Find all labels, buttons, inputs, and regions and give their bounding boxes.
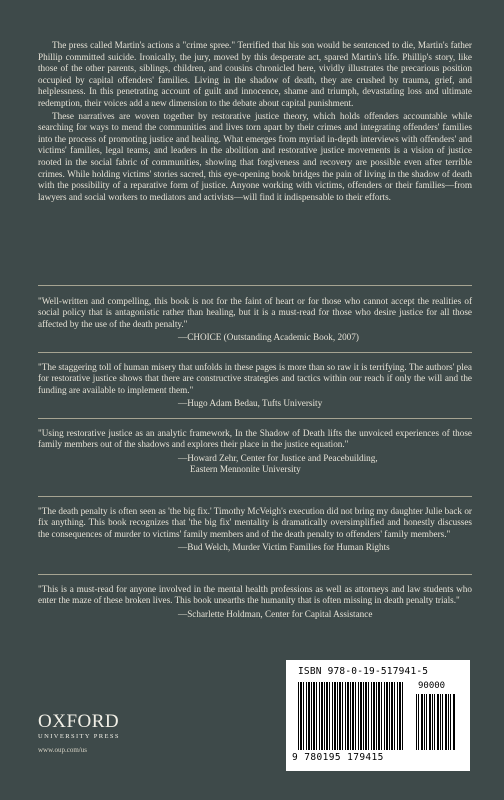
publisher-logo <box>38 712 138 754</box>
description-paragraph-1: The press called Martin's actions a "crime spree." Terrified that his son would be sentenced to die, Martin's father Phillip committed suicide. Ironically, the jury, moved by this desperate act, spared Martin's life. Phillip's story, like those of the other parents, siblings, children, and cousins chronicled here, vividly illustrates the precarious position occupied by capital offenders' families. Living in the shadow of death, they are crushed by trauma, grief, and helplessness. In this penetrating account of guilt and innocence, shame and triumph, devastating loss and ultimate redemption, their voices add a new dimension to the debate about capital punishment. <box>38 40 472 108</box>
publisher-press: UNIVERSITY PRESS <box>38 733 120 740</box>
quote-text: "Using restorative justice as an analytic framework, In the Shadow of Death lifts the unvoiced experiences of those family members out of the shadows and explores their place in the justice equation." <box>38 428 472 450</box>
review-quote-4 <box>38 506 472 554</box>
divider <box>38 418 472 419</box>
barcode-panel <box>286 660 470 771</box>
isbn-label: ISBN 978-0-19-517941-5 <box>298 666 429 677</box>
quote-attribution: —Howard Zehr, Center for Justice and Peacebuilding, <box>178 452 378 463</box>
quote-attribution: —Bud Welch, Murder Victim Families for Human Rights <box>178 542 390 553</box>
divider <box>38 574 472 575</box>
divider <box>38 352 472 353</box>
publisher-url: www.oup.com/us <box>38 746 87 754</box>
quote-text: "Well-written and compelling, this book is not for the faint of heart or for those who cannot accept the realities of social policy that is antagonistic rather than healing, but it is a must-read for those who desire justice for all those affected by the use of the death penalty." <box>38 296 472 329</box>
description-text <box>38 40 472 204</box>
review-quote-2 <box>38 362 472 410</box>
ean-number: 9 780195 179415 <box>292 752 384 763</box>
description-paragraph-2: These narratives are woven together by restorative justice theory, which holds offenders accountable while searching for ways to mend the communities and lives torn apart by their crimes and integrating offenders' families into the process of promoting justice and healing. What emerges from myriad in-depth interviews with offenders' and victims' families, legal teams, and leaders in the abolition and restorative justice movements is a vision of justice rooted in the social fabric of communities, showing that forgiveness and recovery are possible even after terrible crimes. While holding victims' stories sacred, this eye-opening book bridges the pain of living in the shadow of death with the possibility of a reparative form of justice. Anyone working with victims, offenders or their families—from lawyers and social workers to mediators and activists—will find it indispensable to their efforts. <box>38 110 472 202</box>
publisher-name: OXFORD <box>38 711 120 732</box>
quote-text: "The death penalty is often seen as 'the big fix.' Timothy McVeigh's execution did not bring my daughter Julie back or fix anything. This book recognizes that 'the big fix' mentality is dramatically oversimplified and honestly discusses the consequences of murder to victims' family members and of the death penalty to offenders' family members." <box>38 506 472 539</box>
divider <box>38 285 472 286</box>
quote-attribution-affiliation: Eastern Mennonite University <box>190 464 301 475</box>
ean-barcode <box>298 682 404 750</box>
quote-text: "The staggering toll of human misery that unfolds in these pages is more than so raw it is terrifying. The authors' plea for restorative justice shows that there are constructive strategies and tactics within our reach if only the will and the funding are available to implement them." <box>38 362 472 395</box>
review-quote-3 <box>38 428 472 476</box>
quote-attribution: —CHOICE (Outstanding Academic Book, 2007) <box>178 332 359 343</box>
addon-barcode <box>416 694 456 750</box>
review-quote-5 <box>38 584 472 620</box>
divider <box>38 496 472 497</box>
addon-number: 90000 <box>418 681 446 691</box>
quote-text: "This is a must-read for anyone involved in the mental health professions as well as attorneys and law students who enter the maze of these broken lives. This book unearths the humanity that is often missing in death penalty trials." <box>38 584 472 606</box>
review-quote-1 <box>38 296 472 344</box>
quote-attribution: —Scharlette Holdman, Center for Capital Assistance <box>178 608 373 619</box>
quote-attribution: —Hugo Adam Bedau, Tufts University <box>178 398 323 409</box>
